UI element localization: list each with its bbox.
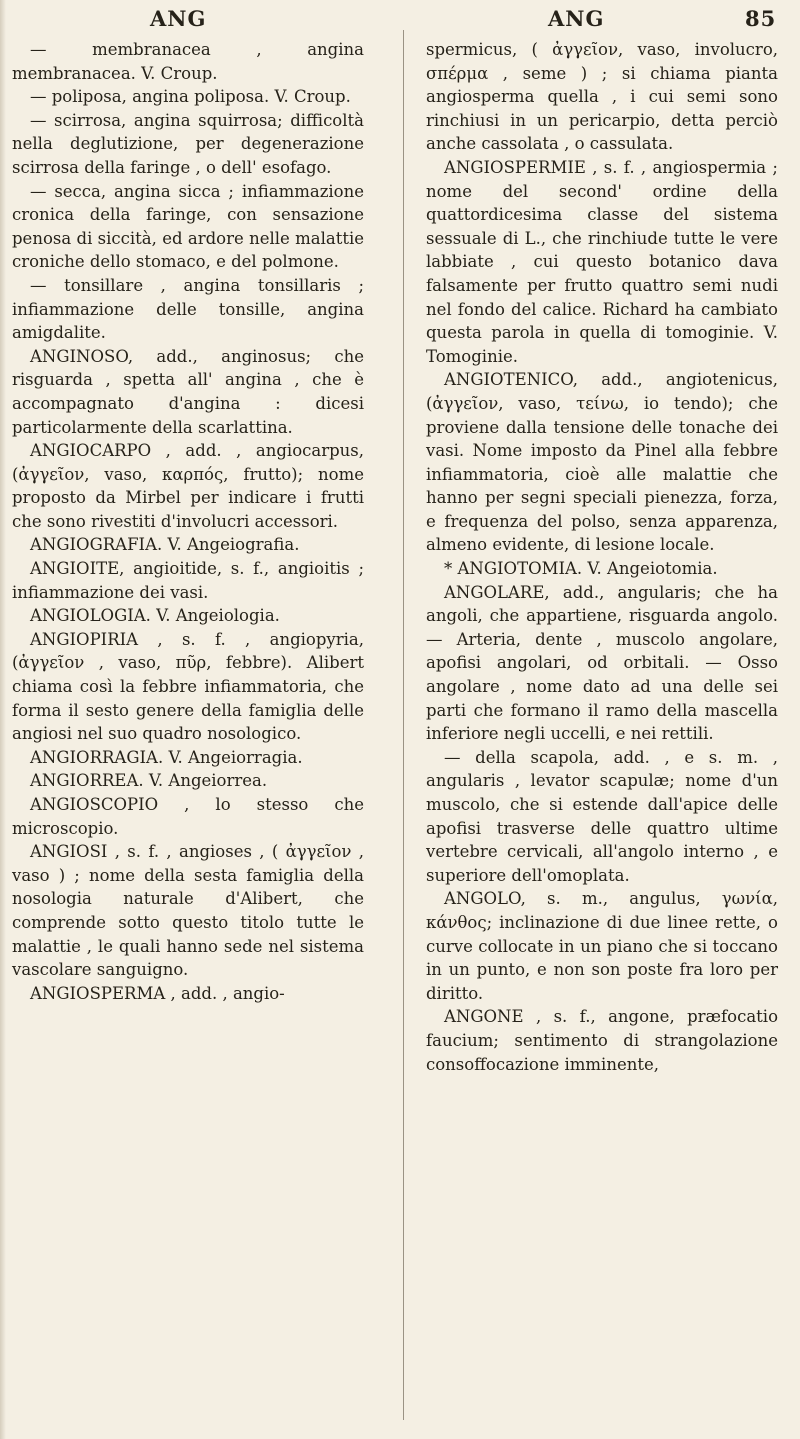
dictionary-entry: — della scapola, add. , e s. m. , angularis , levator scapulæ; nome d'un muscolo, che si estende dall'apice delle apofisi trasverse delle quattro ultime vertebre cervicali, all'angolo interno , e superiore dell'omoplata. [426, 747, 778, 885]
column-rule [403, 30, 404, 1420]
dictionary-entry: ANGIOPIRIA , s. f. , angiopyria, (ἀγγεῖον , vaso, πῦρ, febbre). Alibert chiama così la febbre infiammatoria, che forma il sesto genere della famiglia delle angiosi nel suo quadro nosologico. [12, 629, 364, 744]
right-running-head: ANG [548, 6, 605, 31]
page-edge-shadow [0, 0, 6, 1439]
left-column [12, 38, 364, 1005]
dictionary-entry: ANGIOTENICO, add., angiotenicus,(ἀγγεῖον, vaso, τείνω, io tendo); che proviene dalla tensione delle tonache dei vasi. Nome imposto da Pinel alla febbre infiammatoria, cioè alle malattie che hanno per segni speciali pienezza, forza, e frequenza del polso, senza apparenza, almeno evidente, di lesione locale. [426, 370, 778, 555]
dictionary-entry: — secca, angina sicca ; infiammazione cronica della faringe, con sensazione penosa di siccità, ed ardore nelle malattie croniche dello stomaco, e del polmone. [12, 181, 364, 272]
dictionary-entry: ANGIORRAGIA. V. Angeiorragia. [30, 747, 303, 767]
page-number: 85 [745, 6, 777, 31]
dictionary-entry: ANGIOSPERMIE , s. f. , angiospermia ; nome del second' ordine della quattordicesima classe del sistema sessuale di L., che rinchiude tutte le vere labbiate , cui questo botanico dava falsamente per frutto quattro semi nudi nel fondo del calice. Richard ha cambiato questa parola in quella di tomoginie. V. Tomoginie. [426, 157, 778, 366]
dictionary-entry: ANGONE , s. f., angone, præfocatio faucium; sentimento di strangolazione consoffocazione imminente, [426, 1007, 778, 1074]
left-running-head: ANG [150, 6, 207, 31]
dictionary-entry: — poliposa, angina poliposa. V. Croup. [30, 87, 351, 107]
dictionary-entry: ANGIOITE, angioitide, s. f., angioitis ; infiammazione dei vasi. [12, 559, 364, 602]
dictionary-entry: ANGIOLOGIA. V. Angeiologia. [30, 606, 280, 626]
dictionary-entry: spermicus, ( ἀγγεῖον, vaso, involucro, σπέρμα , seme ) ; si chiama pianta angiosperma quella , i cui semi sono rinchiusi in un pericarpio, detta perciò anche cassolata , o cassulata. [426, 40, 778, 154]
dictionary-entry: * ANGIOTOMIA. V. Angeiotomia. [444, 559, 718, 579]
dictionary-entry: — scirrosa, angina squirrosa; difficoltà nella deglutizione, per degenerazione scirrosa della faringe , o dell' esofago. [12, 110, 364, 177]
dictionary-entry: ANGIOGRAFIA. V. Angeiografia. [30, 535, 300, 555]
dictionary-entry: ANGIOSPERMA , add. , angio- [30, 983, 285, 1003]
dictionary-entry: ANGOLARE, add., angularis; che ha angoli, che appartiene, risguarda angolo. — Arteria, dente , muscolo angolare, apofisi angolari, od orbitali. — Osso angolare , nome dato ad una delle sei parti che formano il ramo della mascella inferiore negli uccelli, e nei rettili. [426, 582, 778, 744]
dictionary-entry: ANGIOSCOPIO , lo stesso che microscopio. [12, 795, 364, 838]
dictionary-entry: — tonsillare , angina tonsillaris ; infiammazione delle tonsille, angina amigdalite. [12, 275, 364, 343]
dictionary-entry: ANGIOSI , s. f. , angioses , ( ἀγγεῖον , vaso ) ; nome della sesta famiglia della nosologia naturale d'Alibert, che comprende sotto questo titolo tutte le malattie , le quali hanno sede nel sistema vascolare sanguigno. [12, 842, 364, 980]
right-column [426, 38, 778, 1076]
dictionary-entry: ANGIORREA. V. Angeiorrea. [30, 771, 268, 791]
dictionary-entry: ANGINOSO, add., anginosus; che risguarda , spetta all' angina , che è accompagnato d'angina : dicesi particolarmente della scarlattina. [12, 346, 364, 437]
dictionary-entry: ANGIOCARPO , add. , angiocarpus, (ἀγγεῖον, vaso, καρπός, frutto); nome proposto da Mirbel per indicare i frutti che sono rivestiti d'involucri accessori. [12, 441, 364, 531]
dictionary-entry: ANGOLO, s. m., angulus, γωνία, κάνθος; inclinazione di due linee rette, o curve collocate in un piano che si toccano in un punto, e non son poste fra loro per diritto. [426, 889, 778, 1003]
dictionary-entry: — membranacea , angina membranacea. V. Croup. [12, 40, 364, 83]
